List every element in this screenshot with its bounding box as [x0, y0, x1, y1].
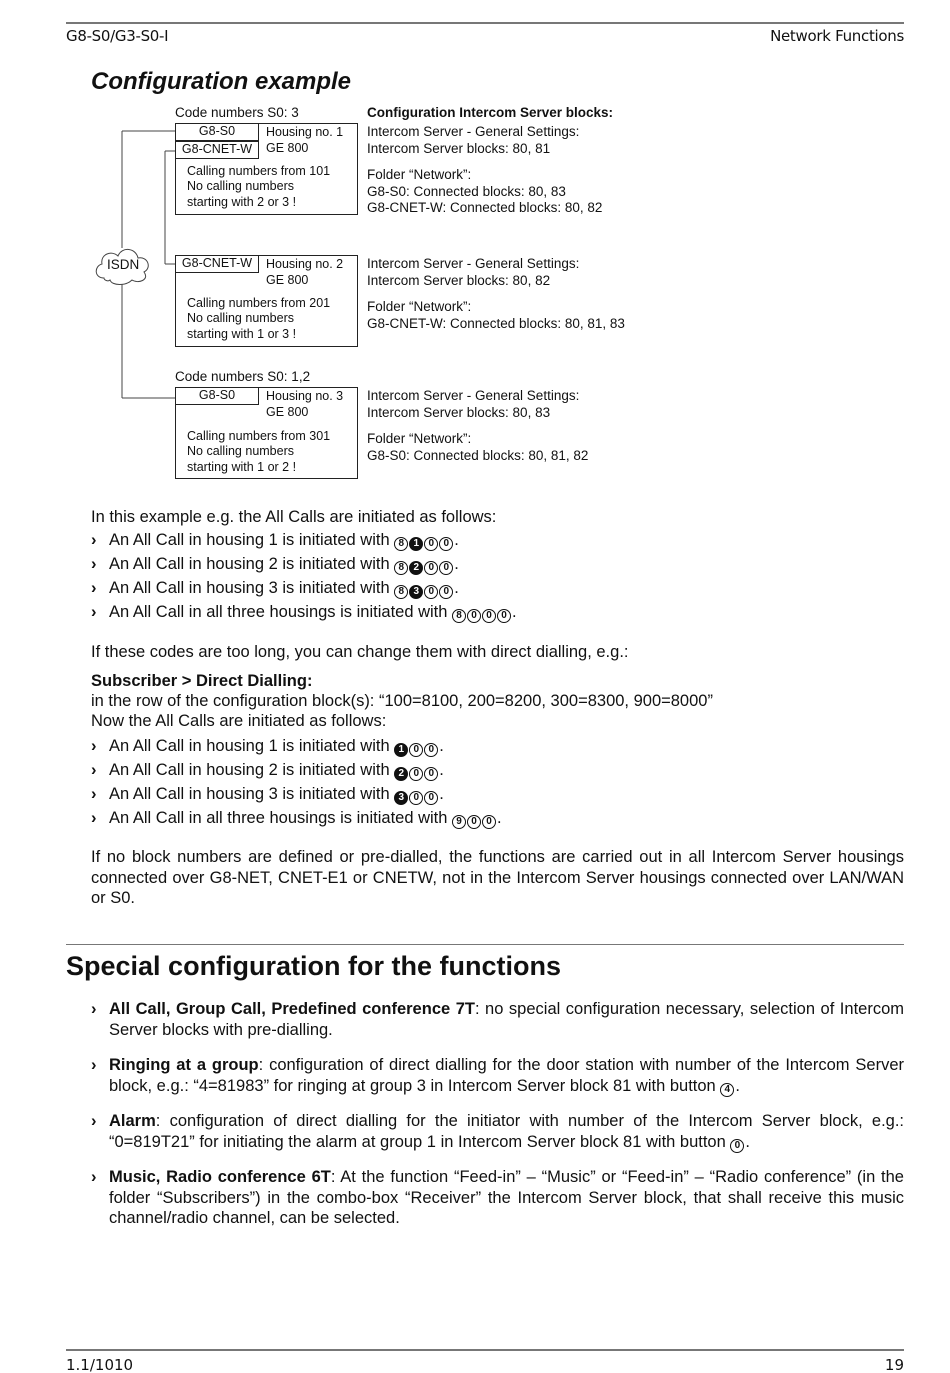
page-title: Configuration example [91, 68, 352, 95]
h2-calling-2: No calling numbers [187, 311, 294, 326]
key-0-icon: 0 [730, 1139, 744, 1153]
h3-calling-3: starting with 1 or 2 ! [187, 459, 297, 474]
list-item: › An All Call in housing 1 is initiated with 1 0 0 . [91, 737, 444, 755]
list-item-text: An All Call in housing 1 is initiated with [109, 737, 395, 755]
h1-calling-1: Calling numbers from 101 [187, 164, 331, 178]
key-0-icon: 0 [467, 609, 481, 623]
h1-calling [187, 164, 330, 210]
now-text: Now the All Calls are initiated as follows: [91, 712, 387, 730]
list-item: › An All Call in housing 2 is initiated with 2 0 0 . [91, 761, 444, 779]
key-0-icon: 0 [409, 791, 423, 805]
list-item-text: An All Call in housing 2 is initiated with [109, 555, 395, 573]
h1-info-2: Intercom Server blocks: 80, 81 [367, 140, 551, 156]
list-item-text: An All Call in housing 2 is initiated with [109, 761, 395, 779]
h2-info-4: G8-CNET-W: Connected blocks: 80, 81, 83 [367, 315, 625, 331]
h3-info-3: Folder “Network”: [367, 431, 472, 446]
chevron-icon: › [91, 555, 97, 573]
h1-tag-g8s0: G8-S0 [175, 123, 259, 141]
too-long-text: If these codes are too long, you can change them with direct dialling, e.g.: [91, 643, 629, 661]
h2-info-a [367, 256, 579, 289]
isdn-label: ISDN [107, 257, 140, 272]
h2-info-b [367, 299, 625, 332]
header-doc-id: G8-S0/G3-S0-I [66, 27, 169, 45]
page-footer [66, 1349, 904, 1373]
key-8-icon: 8 [394, 537, 408, 551]
special-item-label: Music, Radio conference 6T [109, 1168, 331, 1186]
key-0-icon: 0 [424, 767, 438, 781]
key-0-icon: 0 [424, 585, 438, 599]
special-item-label: Alarm [109, 1112, 156, 1130]
h1-housing-no: Housing no. 1 [266, 125, 344, 139]
page-number: 19 [884, 1356, 904, 1373]
key-0-icon: 0 [424, 791, 438, 805]
special-item [91, 1111, 904, 1153]
list-item: › An All Call in housing 2 is initiated with 8 2 0 0 . [91, 555, 459, 573]
key-1-icon: 1 [394, 743, 408, 757]
key-2-icon: 2 [409, 561, 423, 575]
h2-housing-model: GE 800 [266, 272, 309, 287]
key-0-icon: 0 [439, 561, 453, 575]
h3-housing-model: GE 800 [266, 404, 309, 419]
chevron-icon: › [91, 785, 97, 803]
h1-info-5: G8-CNET-W: Connected blocks: 80, 82 [367, 200, 603, 215]
chevron-icon: › [91, 603, 97, 621]
h1-calling-2: No calling numbers [187, 179, 294, 194]
list-item: › An All Call in all three housings is initiated with 8 0 0 0 . [91, 603, 517, 621]
list-item: › An All Call in housing 3 is initiated with 8 3 0 0 . [91, 579, 459, 597]
list-item: › An All Call in housing 3 is initiated with 3 0 0 . [91, 785, 444, 803]
h1-housing-model: GE 800 [266, 140, 309, 155]
key-3-icon: 3 [394, 791, 408, 805]
special-item [91, 999, 904, 1040]
list-item: › An All Call in all three housings is initiated with 9 0 0 . [91, 809, 502, 827]
list-item-text: An All Call in housing 1 is initiated with [109, 531, 395, 549]
h1-info-3: Folder “Network”: [367, 167, 472, 182]
special-item-label: Ringing at a group [109, 1056, 259, 1074]
h3-info-a [367, 388, 579, 421]
h1-info-4: G8-S0: Connected blocks: 80, 83 [367, 183, 566, 199]
special-item-desc: : no special configuration necessary, selection of Intercom Server blocks with pre-dialling. [109, 1000, 904, 1039]
key-9-icon: 9 [452, 815, 466, 829]
example-intro: In this example e.g. the All Calls are initiated as follows: [91, 508, 497, 526]
h2-housing [266, 257, 343, 288]
special-item [91, 1167, 904, 1229]
chevron-icon: › [91, 761, 97, 779]
special-item-text: Alarm: configuration of direct dialling for the initiator with number of the Intercom Server block, e.g.: “0=819T21” for initiating the alarm at group 1 in Intercom Server block 81 with button 0 . [109, 1112, 904, 1151]
key-0-icon: 0 [497, 609, 511, 623]
key-8-icon: 8 [394, 561, 408, 575]
special-item-desc: : configuration of direct dialling for the door station with number of the Intercom Server block, e.g.: “4=81983” for ringing at group 3 in Intercom Server block 81 with button [109, 1056, 904, 1095]
key-0-icon: 0 [482, 609, 496, 623]
key-0-icon: 0 [439, 585, 453, 599]
special-item-label: All Call, Group Call, Predefined conference 7T [109, 1000, 475, 1018]
chevron-icon: › [91, 1168, 97, 1186]
h1-calling-3: starting with 2 or 3 ! [187, 194, 297, 209]
h3-info-4: G8-S0: Connected blocks: 80, 81, 82 [367, 447, 589, 463]
h1-housing [266, 125, 343, 156]
key-3-icon: 3 [409, 585, 423, 599]
chevron-icon: › [91, 809, 97, 827]
closing-paragraph: If no block numbers are defined or pre-dialled, the functions are carried out in all Intercom Server housings connected over G8-NET, CNET-E1 or CNETW, not in the Intercom Server housings connected over LAN/WAN or S0. [91, 848, 904, 907]
h1-info-a [367, 124, 579, 157]
header-section: Network Functions [770, 27, 904, 45]
h1-code: Code numbers S0: 3 [175, 105, 299, 120]
footer-version: 1.1/1010 [66, 1356, 134, 1373]
h3-calling-1: Calling numbers from 301 [187, 429, 331, 443]
h3-calling [187, 429, 330, 475]
h3-housing [266, 389, 343, 420]
h1-tag-cnetw: G8-CNET-W [175, 141, 259, 159]
h2-calling [187, 296, 330, 342]
config-diagram [0, 0, 950, 500]
h2-calling-1: Calling numbers from 201 [187, 296, 331, 310]
key-0-icon: 0 [409, 767, 423, 781]
h3-info-1: Intercom Server - General Settings: [367, 388, 580, 403]
h3-tag-g8s0: G8-S0 [175, 387, 259, 405]
h3-code: Code numbers S0: 1,2 [175, 369, 311, 384]
list-item-text: An All Call in all three housings is initiated with [109, 809, 453, 827]
list-item: › An All Call in housing 1 is initiated with 8 1 0 0 . [91, 531, 459, 549]
h3-info-b [367, 431, 588, 464]
key-4-icon: 4 [720, 1083, 734, 1097]
h2-info-3: Folder “Network”: [367, 299, 472, 314]
chevron-icon: › [91, 737, 97, 755]
special-item-desc: : At the function “Feed-in” – “Music” or “Feed-in” – “Radio conference” (in the folder “Subscribers”) in the combo-box “Receiver” the Intercom Server block, that shall receive this music channel/radio channel, can be selected. [109, 1168, 904, 1227]
h3-housing-no: Housing no. 3 [266, 389, 344, 403]
key-0-icon: 0 [439, 537, 453, 551]
key-2-icon: 2 [394, 767, 408, 781]
h1-info-1: Intercom Server - General Settings: [367, 124, 580, 139]
chevron-icon: › [91, 1112, 97, 1130]
key-0-icon: 0 [424, 561, 438, 575]
special-item-text [109, 999, 904, 1040]
section-divider [66, 944, 904, 945]
h2-tag-cnetw: G8-CNET-W [175, 255, 259, 273]
special-item [91, 1055, 904, 1097]
chevron-icon: › [91, 579, 97, 597]
special-item-text: Ringing at a group: configuration of direct dialling for the door station with number of the Intercom Server block, e.g.: “4=81983” for ringing at group 3 in Intercom Server block 81 with button 4 . [109, 1056, 904, 1095]
direct-dialling-row: in the row of the configuration block(s): “100=8100, 200=8200, 300=8300, 900=8000” [91, 692, 713, 710]
direct-dialling-path: Subscriber > Direct Dialling: [91, 672, 313, 690]
config-blocks-heading: Configuration Intercom Server blocks: [367, 105, 614, 120]
chevron-icon: › [91, 1056, 97, 1074]
h3-calling-2: No calling numbers [187, 444, 294, 459]
h2-calling-3: starting with 1 or 3 ! [187, 326, 297, 341]
h2-info-2: Intercom Server blocks: 80, 82 [367, 272, 551, 288]
h3-info-2: Intercom Server blocks: 80, 83 [367, 404, 551, 420]
list-item-text: An All Call in all three housings is initiated with [109, 603, 453, 621]
chevron-icon: › [91, 1000, 97, 1018]
key-0-icon: 0 [467, 815, 481, 829]
chevron-icon: › [91, 531, 97, 549]
key-8-icon: 8 [394, 585, 408, 599]
key-1-icon: 1 [409, 537, 423, 551]
special-item-text [109, 1167, 904, 1229]
list-item-text: An All Call in housing 3 is initiated with [109, 785, 395, 803]
h1-info-b [367, 167, 602, 217]
key-0-icon: 0 [409, 743, 423, 757]
section-title: Special configuration for the functions [66, 951, 562, 981]
key-8-icon: 8 [452, 609, 466, 623]
h2-info-1: Intercom Server - General Settings: [367, 256, 580, 271]
key-0-icon: 0 [424, 743, 438, 757]
special-item-desc: : configuration of direct dialling for the initiator with number of the Intercom Server block, e.g.: “0=819T21” for initiating the alarm at group 1 in Intercom Server block 81 with button [109, 1112, 904, 1151]
key-0-icon: 0 [482, 815, 496, 829]
h2-housing-no: Housing no. 2 [266, 257, 344, 271]
list-item-text: An All Call in housing 3 is initiated with [109, 579, 395, 597]
key-0-icon: 0 [424, 537, 438, 551]
